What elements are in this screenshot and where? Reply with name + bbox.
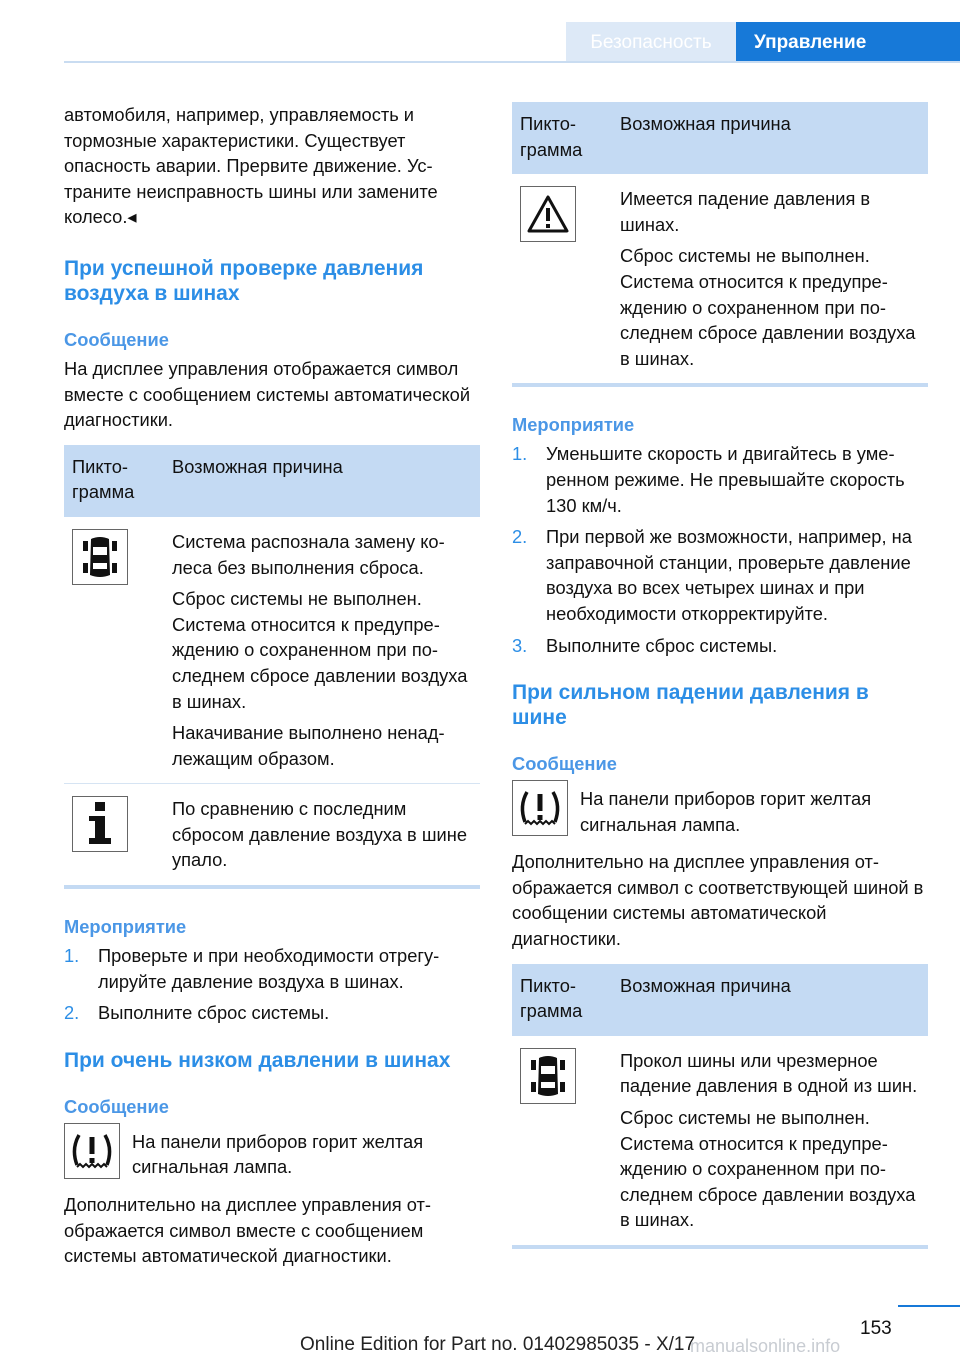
section-text: На дисплее управления отображается символ вместе с сообщением системы автоматической диагностики. — [64, 357, 471, 431]
page-number-rule — [898, 1305, 960, 1307]
intro-text: автомобиля, например, управляемость и тормозные характеристики. Существует опасность аварии. Прервите движение. Устраните неисправность шины или замените колесо.◂ — [64, 104, 438, 228]
left-column — [64, 102, 480, 1269]
table-bottom-rule — [512, 383, 928, 387]
cause-text: Сброс системы не выполнен. Система относится к предупреждению о сохраненном при последнем сбросе давлении воздуха в шинах. — [172, 588, 468, 712]
col-cause-header: Возможная причина — [612, 964, 928, 1036]
cause-text: Система распознала замену колеса без выполнения сброса. — [172, 530, 445, 578]
table-row — [64, 517, 480, 784]
list-item — [512, 441, 928, 518]
page-number: 153 — [860, 1318, 892, 1339]
table-row — [512, 174, 928, 383]
car-tire-icon — [520, 1048, 576, 1104]
right-column — [512, 102, 928, 1249]
list-text: Проверьте и при необходимости отрегулируйте давление воздуха в шинах. — [98, 945, 440, 992]
tire-warning-icon — [64, 1123, 120, 1179]
col-pictogram-header: Пиктограмма — [64, 445, 164, 517]
table-row — [64, 784, 480, 885]
warning-triangle-icon — [520, 186, 576, 242]
cause-text: По сравнению с последним сбросом давление воздуха в шине упало. — [172, 798, 467, 871]
subheading-measures: Мероприятие — [64, 916, 187, 938]
section-title-strong-drop: При сильном падении давления в шине — [512, 681, 869, 730]
pictogram-table — [64, 445, 480, 885]
measures-list — [64, 943, 480, 1026]
list-text: При первой же возможности, например, на заправочной станции, проверьте давление воздуха во всех четырех шинах и при необходимости откорректируйте. — [546, 526, 912, 624]
list-number: 2. — [512, 526, 528, 548]
list-text: Выполните сброс системы. — [98, 1002, 330, 1024]
list-text: Выполните сброс системы. — [546, 634, 778, 656]
section-title-very-low: При очень низком давлении в шинах — [64, 1048, 451, 1072]
measures-list — [512, 441, 928, 658]
list-item — [512, 633, 928, 659]
table-header-row — [512, 102, 928, 174]
section-text: Дополнительно на дисплее управления отображается символ с соответствующей шиной в сообщении системы автоматической диагностики. — [512, 851, 924, 950]
list-item — [64, 1000, 480, 1026]
col-pictogram-header: Пиктограмма — [512, 964, 612, 1036]
watermark: manualsonline.info — [690, 1336, 841, 1356]
col-pictogram-header: Пиктограмма — [512, 102, 612, 174]
cause-text: Накачивание выполнено ненадлежащим образом. — [172, 722, 445, 769]
col-cause-header: Возможная причина — [164, 445, 480, 517]
list-number: 1. — [64, 945, 80, 967]
col-cause-header: Возможная причина — [612, 102, 928, 174]
header-divider — [64, 61, 960, 63]
list-number: 1. — [512, 443, 528, 465]
message-text: На панели приборов горит желтая сигнальная лампа. — [580, 788, 872, 835]
pictogram-table — [512, 102, 928, 383]
list-item — [512, 524, 928, 626]
table-header-row — [512, 964, 928, 1036]
subheading-measures: Мероприятие — [512, 414, 635, 436]
table-header-row — [64, 445, 480, 517]
message-block — [64, 1123, 480, 1180]
list-number: 3. — [512, 634, 528, 656]
subheading-message: Сообщение — [512, 753, 617, 775]
cause-text: Прокол шины или чрезмерное падение давления в одной из шин. — [620, 1049, 918, 1097]
message-text: На панели приборов горит желтая сигнальная лампа. — [132, 1130, 424, 1178]
cause-text: Сброс системы не выполнен. Система относится к предупреждению о сохраненном при последнем сбросе давлении воздуха в шинах. — [620, 1107, 916, 1231]
table-bottom-rule — [64, 885, 480, 889]
tire-warning-icon — [512, 780, 568, 836]
tab-safety[interactable]: Безопасность — [566, 22, 736, 63]
section-text: Дополнительно на дисплее управления отображается символ вместе с сообщением системы автоматической диагностики. — [64, 1194, 432, 1267]
section-title-success: При успешной проверке давления воздуха в шинах — [64, 256, 424, 305]
car-tire-icon — [72, 529, 128, 585]
message-block — [512, 780, 928, 837]
info-icon — [72, 796, 128, 852]
pictogram-table — [512, 964, 928, 1245]
list-text: Уменьшите скорость и двигайтесь в умеренном режиме. Не превышайте скорость 130 км/ч. — [546, 443, 905, 516]
footer-edition: Online Edition for Part no. 01402985035 - X/17 — [300, 1334, 696, 1355]
list-item — [64, 943, 480, 994]
cause-text: Имеется падение давления в шинах. — [620, 188, 871, 235]
cause-text: Сброс системы не выполнен. Система относится к предупреждению о сохраненном при последнем сбросе давлении воздуха в шинах. — [620, 245, 916, 369]
tab-controls[interactable]: Управление — [736, 22, 960, 63]
table-bottom-rule — [512, 1245, 928, 1249]
subheading-message: Сообщение — [64, 1095, 169, 1117]
table-row — [512, 1036, 928, 1245]
subheading-message: Сообщение — [64, 328, 169, 350]
list-number: 2. — [64, 1002, 80, 1024]
